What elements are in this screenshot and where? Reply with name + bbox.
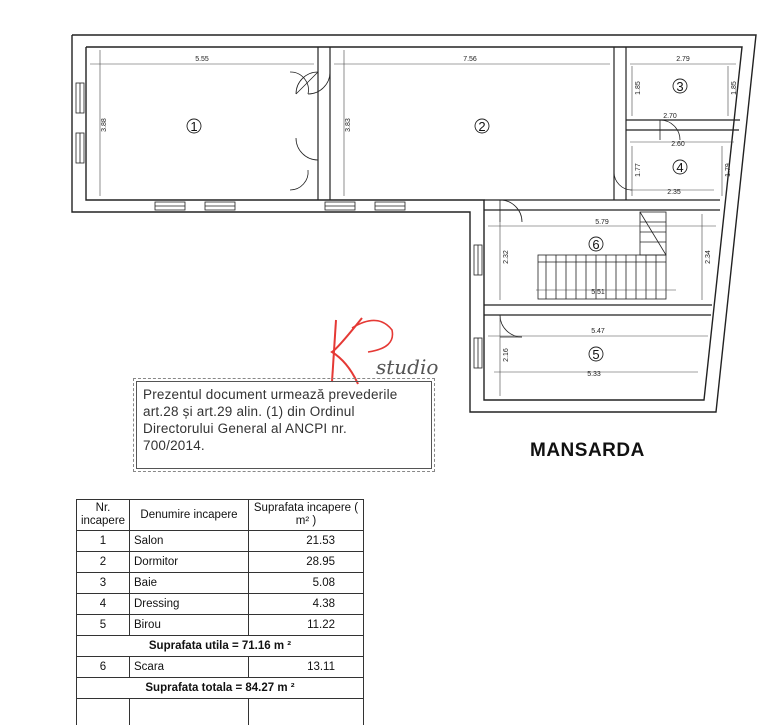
- table-row: [77, 657, 364, 678]
- room-4-number: 4: [676, 160, 683, 175]
- row-area: 28.95: [249, 552, 364, 573]
- row-name: Baie: [130, 573, 249, 594]
- row-nr: 4: [77, 594, 130, 615]
- row-area: 21.53: [249, 531, 364, 552]
- row-name: Dormitor: [130, 552, 249, 573]
- room-6-number: 6: [592, 237, 599, 252]
- useful-total-row: [77, 636, 364, 657]
- grand-total: Suprafata totala = 84.27 m ²: [77, 678, 364, 699]
- room-3-number: 3: [676, 79, 683, 94]
- stamp-line-1: Prezentul document urmează prevederile: [143, 386, 425, 403]
- room-5-marker: [589, 347, 603, 362]
- row-name: Salon: [130, 531, 249, 552]
- row-name: Birou: [130, 615, 249, 636]
- dim-r2-width: 7.56: [463, 56, 477, 63]
- dim-r5-h-left: 2.16: [503, 348, 510, 362]
- dim-r1-width: 5.55: [195, 56, 209, 63]
- row-nr: 2: [77, 552, 130, 573]
- grand-total-row: [77, 678, 364, 699]
- row-area: 13.11: [249, 657, 364, 678]
- table-row: [77, 573, 364, 594]
- dim-r6-bottom: 5.51: [591, 289, 605, 296]
- dim-r6-top: 5.79: [595, 219, 609, 226]
- header-area: Suprafata incapere ( m² ): [249, 500, 364, 531]
- plan-title: MANSARDA: [530, 440, 645, 462]
- row-nr: 1: [77, 531, 130, 552]
- header-name: Denumire incapere: [130, 500, 249, 531]
- logo-script: studio: [376, 355, 438, 379]
- room-1-number: 1: [190, 119, 197, 134]
- stamp-line-3: Directorului General al ANCPI nr.: [143, 420, 425, 437]
- dim-r1-height: 3.88: [101, 118, 108, 132]
- stamp-line-4: 700/2014.: [143, 437, 425, 454]
- dim-r3-h-left: 1.85: [635, 81, 642, 95]
- row-area: 5.08: [249, 573, 364, 594]
- studio-logo: [318, 312, 458, 392]
- dim-r2-height: 3.83: [345, 118, 352, 132]
- dim-r4-top: 2.60: [671, 141, 685, 148]
- legal-stamp: [136, 381, 432, 469]
- dim-r4-h-right: 1.79: [725, 163, 732, 177]
- dim-r3-bottom: 2.70: [663, 113, 677, 120]
- table-row: [77, 615, 364, 636]
- header-nr: Nr. incapere: [77, 500, 130, 531]
- table-row: [77, 531, 364, 552]
- row-name: Scara: [130, 657, 249, 678]
- stamp-line-2: art.28 și art.29 alin. (1) din Ordinul: [143, 403, 425, 420]
- row-nr: 6: [77, 657, 130, 678]
- room-1-marker: [187, 119, 201, 134]
- room-6-marker: [589, 237, 603, 252]
- room-5-number: 5: [592, 347, 599, 362]
- row-nr: 5: [77, 615, 130, 636]
- row-area: 11.22: [249, 615, 364, 636]
- room-4-marker: [673, 160, 687, 175]
- dim-r5-top: 5.47: [591, 328, 605, 335]
- area-table: [76, 499, 364, 725]
- dim-r3-width: 2.79: [676, 56, 690, 63]
- table-row: [77, 552, 364, 573]
- useful-total: Suprafata utila = 71.16 m ²: [77, 636, 364, 657]
- dim-r6-h-left: 2.32: [503, 250, 510, 264]
- dim-r6-h-right: 2.34: [705, 250, 712, 264]
- dim-r4-h-left: 1.77: [635, 163, 642, 177]
- dim-r3-h-right: 1.85: [731, 81, 738, 95]
- row-name: Dressing: [130, 594, 249, 615]
- dim-r4-bottom: 2.35: [667, 189, 681, 196]
- room-3-marker: [673, 79, 687, 94]
- table-row: [77, 594, 364, 615]
- table-empty-row: [77, 699, 364, 725]
- room-2-number: 2: [478, 119, 485, 134]
- row-area: 4.38: [249, 594, 364, 615]
- room-2-marker: [475, 119, 489, 134]
- dim-r5-bottom: 5.33: [587, 371, 601, 378]
- table-header-row: [77, 500, 364, 531]
- row-nr: 3: [77, 573, 130, 594]
